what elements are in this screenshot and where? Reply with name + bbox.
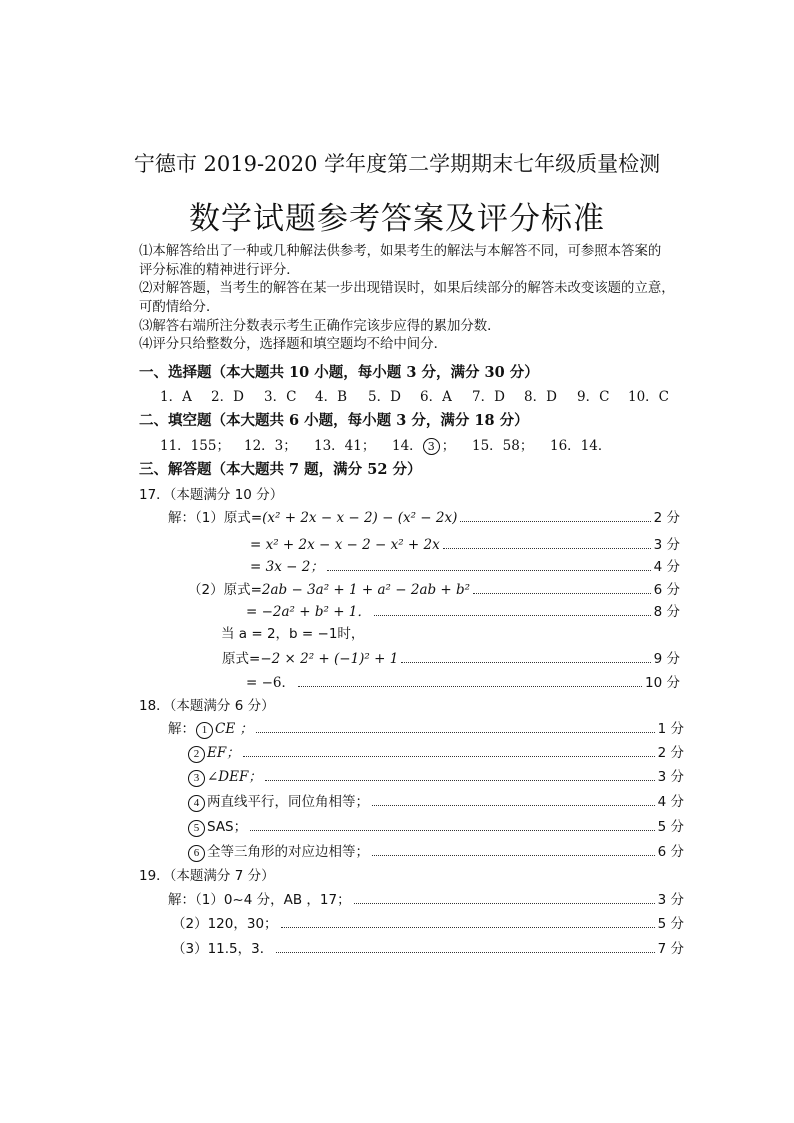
score: 6 分 (653, 582, 680, 598)
circled-number: 6 (188, 845, 205, 862)
score: 2 分 (653, 510, 680, 526)
note-line-6: ⑷评分只给整数分，选择题和填空题均不给中间分． (139, 337, 447, 352)
q17-step-7-prefix: 原式= (222, 651, 261, 667)
score: 4 分 (657, 794, 684, 810)
q18-prefix: 解： (168, 721, 195, 737)
fill-answer-14-prefix: 14． (392, 438, 423, 454)
dotted-leader (298, 679, 642, 687)
score: 3 分 (657, 892, 684, 908)
q17-step-1 (168, 506, 680, 526)
dotted-leader (372, 848, 655, 856)
question-18-header: 18．（本题满分 6 分） (139, 698, 275, 714)
score: 10 分 (645, 675, 680, 691)
circled-number: 3 (423, 438, 440, 455)
dotted-leader (473, 586, 651, 594)
score: 1 分 (657, 721, 684, 737)
dotted-leader (265, 773, 655, 781)
note-line-4: 可酌情给分． (139, 300, 220, 315)
q19-step-1 (168, 888, 684, 908)
score: 7 分 (657, 941, 684, 957)
choice-answer: 10．C (628, 389, 670, 405)
q17-step-3-math: = 3x − 2； (250, 559, 324, 575)
dotted-leader (256, 725, 655, 733)
q17-step-8 (246, 671, 680, 691)
score: 8 分 (653, 604, 680, 620)
question-19-header: 19．（本题满分 7 分） (139, 868, 275, 884)
circled-number: 4 (188, 795, 205, 812)
circled-number: 2 (188, 746, 205, 763)
q17-condition: 当 a = 2，b = −1时， (221, 626, 365, 642)
q17-step-5 (246, 600, 680, 620)
choice-answer: 7．D (472, 389, 505, 405)
dotted-leader (443, 541, 651, 549)
choice-answer: 6．A (420, 389, 452, 405)
dotted-leader (243, 749, 655, 757)
score: 5 分 (657, 916, 684, 932)
q18-item-1 (196, 717, 684, 739)
dotted-leader (281, 920, 655, 928)
fill-answer-12: 12．3； (244, 438, 297, 454)
note-line-5: ⑶解答右端所注分数表示考生正确作完该步应得的累加分数． (139, 319, 501, 334)
score: 9 分 (653, 651, 680, 667)
dotted-leader (372, 798, 655, 806)
fill-answer-14-suffix: ； (441, 438, 456, 454)
q18-item-text: SAS； (207, 819, 248, 835)
score: 4 分 (653, 559, 680, 575)
q17-step-4-math: 2ab − 3a² + 1 + a² − 2ab + b² (261, 582, 471, 598)
fill-answer-15: 15．58； (472, 438, 534, 454)
q17-step-2 (250, 533, 680, 553)
question-17-header: 17．（本题满分 10 分） (139, 487, 284, 503)
circled-number: 3 (188, 770, 205, 787)
fill-answer-11: 11．155； (160, 438, 230, 454)
q18-item-6 (188, 840, 684, 862)
dotted-leader (401, 655, 650, 663)
q18-item-text: 全等三角形的对应边相等； (207, 844, 369, 860)
score: 3 分 (653, 537, 680, 553)
choice-answer: 3．C (264, 389, 297, 405)
note-line-3: ⑵对解答题，当考生的解答在某一步出现错误时，如果后续部分的解答未改变该题的立意， (139, 281, 675, 296)
section-heading-solution: 三、解答题（本大题共 7 题，满分 52 分） (139, 461, 422, 478)
circled-number: 1 (196, 722, 213, 739)
dotted-leader (374, 608, 651, 616)
q18-item-5 (188, 815, 684, 837)
q19-step-2 (172, 912, 684, 932)
choice-answer: 5．D (368, 389, 401, 405)
q17-step-4-prefix: （2）原式= (188, 582, 262, 598)
choice-answer: 8．D (524, 389, 557, 405)
fill-answer-16: 16．14． (550, 438, 612, 454)
q17-step-7 (222, 647, 680, 667)
score: 5 分 (657, 819, 684, 835)
q19-step-3 (172, 937, 684, 957)
q18-item-2 (188, 741, 684, 763)
score: 3 分 (657, 769, 684, 785)
q18-item-3 (188, 765, 684, 787)
dotted-leader (460, 514, 650, 522)
score: 6 分 (657, 844, 684, 860)
choice-answer: 4．B (315, 389, 348, 405)
q18-item-text: EF； (207, 745, 240, 761)
section-heading-choice: 一、选择题（本大题共 10 小题，每小题 3 分，满分 30 分） (139, 364, 539, 381)
dotted-leader (354, 896, 655, 904)
score: 2 分 (657, 745, 684, 761)
q17-step-2-math: = x² + 2x − x − 2 − x² + 2x (250, 537, 440, 553)
choice-answer: 9．C (577, 389, 610, 405)
dotted-leader (276, 945, 654, 953)
q18-item-text: CE ； (215, 721, 253, 737)
q17-step-4 (188, 578, 680, 598)
q18-item-4 (188, 790, 684, 812)
fill-answer-14 (392, 434, 455, 455)
section-heading-fill: 二、填空题（本大题共 6 小题，每小题 3 分，满分 18 分） (139, 412, 529, 429)
q17-step-1-prefix: 解：（1）原式= (168, 510, 263, 526)
q19-step-3-text: （3）11.5，3． (172, 941, 274, 957)
q18-item-text: ∠DEF； (207, 769, 262, 785)
note-line-1: ⑴本解答给出了一种或几种解法供参考，如果考生的解法与本解答不同，可参照本答案的 (139, 244, 662, 259)
q17-step-8-math: = −6． (246, 675, 296, 691)
q17-step-7-math: −2 × 2² + (−1)² + 1 (260, 651, 399, 667)
q19-step-2-text: （2）120，30； (172, 916, 278, 932)
dotted-leader (327, 563, 651, 571)
document-title: 宁德市 2019-2020 学年度第二学期期末七年级质量检测 (133, 152, 661, 176)
choice-answer: 1．A (160, 389, 192, 405)
q19-step-1-text: 解：（1）0~4 分，AB ，17； (168, 892, 351, 908)
dotted-leader (250, 823, 654, 831)
q17-step-1-math: (x² + 2x − x − 2) − (x² − 2x) (262, 510, 458, 526)
q17-step-3 (250, 555, 680, 575)
choice-answer: 2．D (211, 389, 244, 405)
fill-answer-13: 13．41； (314, 438, 376, 454)
q17-step-5-math: = −2a² + b² + 1． (246, 604, 371, 620)
note-line-2: 评分标准的精神进行评分． (139, 263, 300, 278)
circled-number: 5 (188, 820, 205, 837)
document-subtitle: 数学试题参考答案及评分标准 (189, 201, 605, 237)
q18-item-text: 两直线平行，同位角相等； (207, 794, 369, 810)
